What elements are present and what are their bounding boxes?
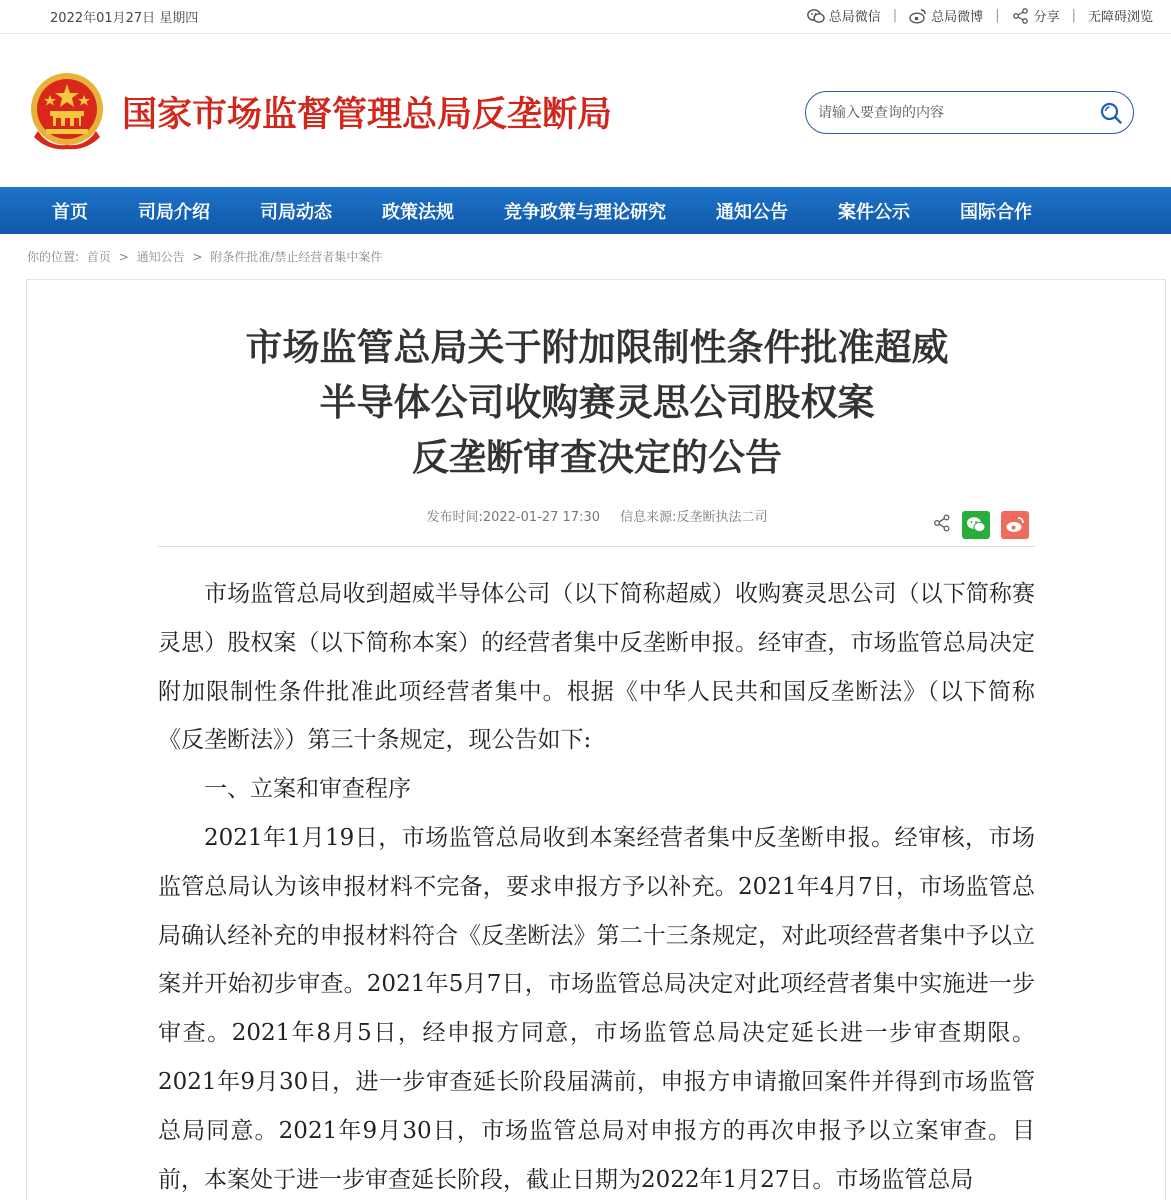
breadcrumb-prefix: 你的位置: xyxy=(27,250,80,264)
nav-item-notices[interactable]: 通知公告 xyxy=(716,201,788,223)
main-nav xyxy=(0,187,1171,234)
share-button[interactable] xyxy=(933,514,951,536)
nav-item-about[interactable]: 司局介绍 xyxy=(138,201,210,223)
article-title-line: 半导体公司收购赛灵思公司股权案 xyxy=(319,381,875,424)
nav-item-news[interactable]: 司局动态 xyxy=(260,201,332,223)
share-wechat-button[interactable] xyxy=(962,511,990,539)
article-title-line: 市场监管总局关于附加限制性条件批准超威 xyxy=(245,326,949,369)
breadcrumb-separator: > xyxy=(118,250,129,264)
weibo-icon xyxy=(909,8,927,24)
search-icon xyxy=(1099,110,1123,129)
site-title: 国家市场监督管理总局反垄断局 xyxy=(122,95,613,135)
weibo-icon xyxy=(1005,516,1025,534)
nav-item-policy[interactable]: 政策法规 xyxy=(382,201,454,223)
share-bar xyxy=(933,511,1029,539)
top-links xyxy=(807,6,1153,25)
breadcrumb-category[interactable]: 附条件批准/禁止经营者集中案件 xyxy=(210,250,383,264)
article-title-line: 反垄断审查决定的公告 xyxy=(412,436,782,479)
divider: | xyxy=(995,8,1000,23)
weibo-link-label: 总局微博 xyxy=(931,10,984,25)
wechat-icon xyxy=(966,516,986,534)
breadcrumb-home[interactable]: 首页 xyxy=(86,250,111,264)
weibo-link[interactable] xyxy=(909,6,983,25)
article-source xyxy=(620,510,767,525)
article-title xyxy=(27,320,1167,485)
publish-time-value: 2022-01-27 17:30 xyxy=(482,510,600,525)
share-weibo-button[interactable] xyxy=(1001,511,1029,539)
nav-item-cases[interactable]: 案件公示 xyxy=(838,201,910,223)
source-label: 信息来源: xyxy=(620,510,677,525)
accessibility-link-label: 无障碍浏览 xyxy=(1087,10,1153,25)
search-input[interactable] xyxy=(818,101,1088,125)
article-body xyxy=(158,570,1035,1200)
nav-item-international[interactable]: 国际合作 xyxy=(960,201,1032,223)
wechat-link-label: 总局微信 xyxy=(828,10,881,25)
article-container xyxy=(26,279,1166,1200)
search-box xyxy=(805,91,1134,134)
divider: | xyxy=(892,8,898,23)
wechat-icon xyxy=(807,8,825,24)
site-header xyxy=(0,35,1171,187)
breadcrumb-separator: > xyxy=(192,250,203,264)
accessibility-link[interactable] xyxy=(1088,6,1153,25)
national-emblem-icon xyxy=(28,71,106,151)
article-paragraph: 市场监管总局收到超威半导体公司（以下简称超威）收购赛灵思公司（以下简称赛灵思）股权案（以下简称本案）的经营者集中反垄断申报。经审查，市场监管总局决定附加限制性条件批准此项经营者集中。根据《中华人民共和国反垄断法》（以下简称《反垄断法》）第三十条规定，现公告如下: xyxy=(158,581,1035,754)
share-link-label: 分享 xyxy=(1033,10,1060,25)
wechat-link[interactable] xyxy=(807,6,881,25)
share-link[interactable] xyxy=(1012,6,1060,25)
article-section-heading: 一、立案和审查程序 xyxy=(204,776,411,803)
publish-time-label: 发布时间: xyxy=(426,510,483,525)
meta-divider xyxy=(158,546,1035,547)
breadcrumb-notices[interactable]: 通知公告 xyxy=(136,250,185,264)
divider: | xyxy=(1071,8,1076,23)
current-date: 2022年01月27日 星期四 xyxy=(50,11,199,26)
publish-time xyxy=(426,510,600,525)
breadcrumb xyxy=(27,248,386,265)
nav-item-research[interactable]: 竞争政策与理论研究 xyxy=(504,201,666,223)
source-value: 反垄断执法二司 xyxy=(676,510,768,525)
search-button[interactable] xyxy=(1099,101,1123,125)
top-bar xyxy=(0,0,1171,34)
share-icon xyxy=(933,514,951,532)
nav-item-home[interactable]: 首页 xyxy=(52,201,88,223)
article-paragraph: 2021年1月19日，市场监管总局收到本案经营者集中反垄断申报。经审核，市场监管总局认为该申报材料不完备，要求申报方予以补充。2021年4月7日，市场监管总局确认经补充的申报材料符合《反垄断法》第二十三条规定，对此项经营者集中予以立案并开始初步审查。2021年5月7日，市场监管总局决定对此项经营者集中实施进一步审查。2021年8月5日，经申报方同意，市场监管总局决定延长进一步审查期限。2021年9月30日，进一步审查延长阶段届满前，申报方申请撤回案件并得到市场监管总局同意。2021年9月30日，市场监管总局对申报方的再次申报予以立案审查。目前，本案处于进一步审查延长阶段，截止日期为2022年1月27日。市场监管总局 xyxy=(158,824,1035,1193)
share-icon xyxy=(1012,8,1030,24)
